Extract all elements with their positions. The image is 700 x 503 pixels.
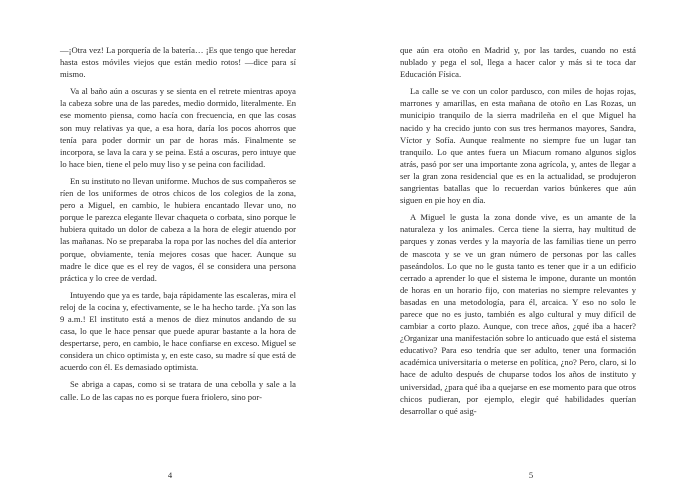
paragraph: que aún era otoño en Madrid y, por las tardes, cuando no está nublado y pega el sol, llega a hacer calor y más si te toca dar Educación Física. bbox=[400, 45, 636, 80]
right-page-text bbox=[400, 44, 636, 422]
paragraph: Se abriga a capas, como si se tratara de una cebolla y sale a la calle. Lo de las capas no es porque fuera friolero, sino por- bbox=[60, 379, 296, 402]
paragraph: La calle se ve con un color pardusco, con miles de hojas rojas, marrones y amarillas, en esta mañana de otoño en Las Rozas, un municipio tranquilo de la sierra madrileña en el que Miguel ha nacido y ha crecido junto con sus tres hermanos mayores, Sandra, Víctor y Sofía. Aunque realmente no siempre fue un lugar tan tranquilo. Lo que antes fuera un Miacum romano algunos siglos atrás, pasó por ser una importante zona agrícola, y, antes de llegar a ser la gran zona residencial que es en la actualidad, se produjeron sangrientas batallas que lo recuerdan varios búnkeres que aún siguen en pie hoy en día. bbox=[400, 86, 636, 206]
paragraph: En su instituto no llevan uniforme. Muchos de sus compañeros se ríen de los uniformes de otros chicos de los colegios de la zona, pero a Miguel, en cambio, le hubiera encantado llevar uno, no porque le parezca elegante llevar chaqueta o corbata, sino porque le hubiera quitado un dolor de cabeza a la hora de elegir atuendo por las mañanas. No se preparaba la ropa por las noches del día anterior porque, obviamente, tenía mejores cosas que hacer. Aunque su madre le dice que es el rey de vagos, él se considera una persona práctica y lo cree de verdad. bbox=[60, 175, 296, 283]
paragraph: —¡Otra vez! La porquería de la batería… ¡Es que tengo que heredar hasta estos móviles viejos que están medio rotos! —dice para sí mismo. bbox=[60, 45, 296, 80]
paragraph: Va al baño aún a oscuras y se sienta en el retrete mientras apoya la cabeza sobre una de las paredes, medio dormido, literalmente. En ese momento piensa, como hacía con frecuencia, en que las cosas son muy relativas ya que, a esa hora, daría los pocos ahorros que tenía para poder dormir un par de horas más. Finalmente se incorpora, se lava la cara y se peina. Está a oscuras, pero intuye que lo hace bien, tiene el pelo muy liso y se peina con facilidad. bbox=[60, 86, 296, 169]
page-number: 5 bbox=[528, 470, 534, 480]
paragraph: A Miguel le gusta la zona donde vive, es un amante de la naturaleza y los animales. Cerca tiene la sierra, hay multitud de parques y zonas verdes y la mayoría de las familias tiene un perro de mascota y se ve un gran número de personas por las calles paseándolos. Lo que no le gusta tanto es tener que ir a un edificio cerrado a aprender lo que el sistema le impone, durante un montón de horas en un horario fijo, con materias no siempre relevantes y basadas en una metodología, para él, arcaica. Y eso no solo le parece que no es justo, también es algo cultural y muy difícil de cambiar a corto plazo. Aunque, con trece años, ¿qué iba a hacer? ¿Organizar una manifestación sobre lo anticuado que está el sistema educativo? Para eso tendría que ser adulto, tener una formación académica universitaria o meterse en política, ¿no? Pero, claro, si lo hace de adulto después de chuparse todos los años de instituto y universidad, ¿para qué iba a quejarse en ese momento para que otros chicos pudieran, por ejemplo, elegir qué habilidades querían desarrollar o qué asig- bbox=[400, 212, 636, 416]
paragraph: Intuyendo que ya es tarde, baja rápidamente las escaleras, mira el reloj de la cocina y, efectivamente, se le ha hecho tarde. ¡Ya son las 9 a.m.! El instituto está a menos de diez minutos andando de su casa, lo que le hace pensar que puede apurar bastante a la hora de despertarse, pero, en cambio, le hace confiarse en exceso. Miguel se considera un chico optimista y, en este caso, su madre sí que está de acuerdo con él. Es demasiado optimista. bbox=[60, 289, 296, 373]
left-page-text bbox=[60, 44, 296, 408]
page-number: 4 bbox=[167, 470, 173, 480]
